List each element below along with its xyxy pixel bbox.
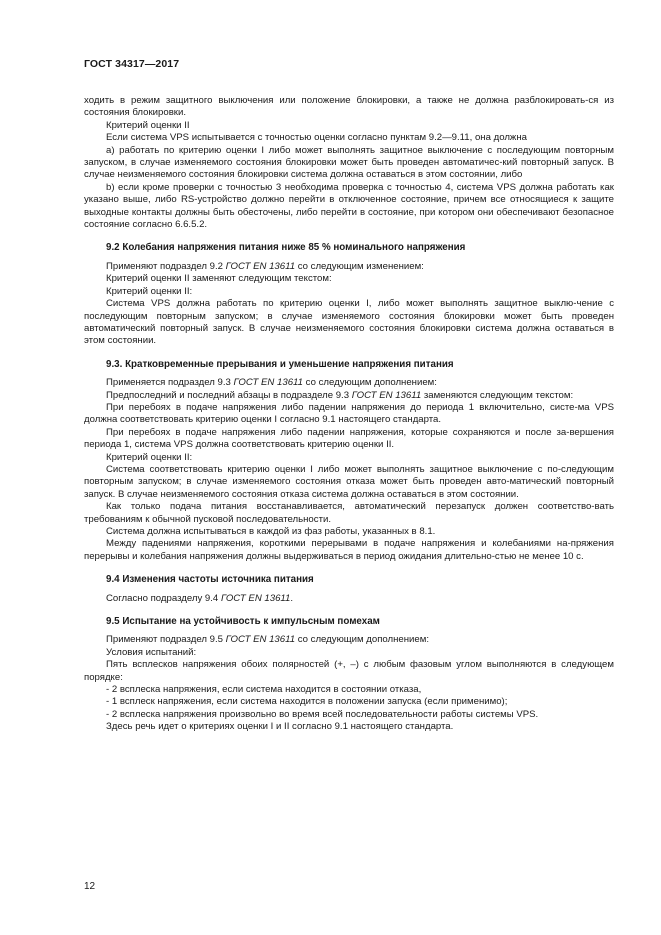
paragraph-text: заменяются следующим текстом: bbox=[421, 389, 574, 401]
standard-reference: ГОСТ EN 13611 bbox=[220, 592, 291, 604]
paragraph: Как только подача питания восстанавливается, автоматический перезапуск должен соответство-вать требованиям к обычной пусковой последовательности. bbox=[84, 501, 614, 525]
paragraph: Между падениями напряжения, короткими перерывами в подаче напряжения и колебаниями на-пряжения перерывы и колебания напряжения должны выдерживаться в период ожидания длительно-стью не менее 10 с. bbox=[84, 538, 614, 562]
paragraph: Система должна испытываться в каждой из фаз работы, указанных в 8.1. bbox=[106, 526, 436, 537]
section-heading: 9.2 Колебания напряжения питания ниже 85 % номинального напряжения bbox=[106, 242, 466, 254]
paragraph-text: . bbox=[290, 592, 294, 604]
paragraph: ходить в режим защитного выключения или положение блокировки, а также не должна разблокировать-ся из состояния блокировки. bbox=[84, 95, 614, 119]
paragraph: Здесь речь идет о критериях оценки I и II согласно 9.1 настоящего стандарта. bbox=[106, 721, 454, 733]
paragraph: Критерий оценки II: bbox=[106, 451, 193, 463]
paragraph: При перебоях в подаче напряжения либо падении напряжения, которые сохраняются и после за-вершения периода 1, система VPS должна соответствовать критерию оценки II. bbox=[84, 426, 614, 451]
paragraph: Критерий оценки II: bbox=[106, 285, 193, 297]
paragraph-text: со следующим дополнением: bbox=[295, 634, 430, 646]
standard-reference: ГОСТ EN 13611 bbox=[225, 634, 296, 646]
list-item: - 1 всплеск напряжения, если система находится в положении запуска (если применимо); bbox=[106, 696, 508, 708]
paragraph: Система соответствовать критерию оценки I либо может выполнять защитное выключение с по-следующим повторным запуском; в случае изменяемого состояния отказа может быть проведен авто-матический повторный запуск. В случае неизменяемого состояния отказа система должна оставаться в этом состоянии. bbox=[84, 463, 614, 500]
paragraph-text: Предпоследний и последний абзацы в подразделе 9.3 bbox=[106, 389, 352, 401]
section-heading: 9.4 Изменения частоты источника питания bbox=[106, 574, 314, 586]
list-item: - 2 всплеска напряжения, если система находится в состоянии отказа, bbox=[106, 684, 422, 696]
document-code: ГОСТ 34317—2017 bbox=[84, 58, 180, 70]
paragraph bbox=[84, 261, 614, 273]
paragraph: Критерий оценки II bbox=[106, 119, 190, 131]
paragraph: b) если кроме проверки с точностью 3 необходима проверка с точностью 4, система VPS должна работать как указано выше, либо RS-устройство должно перейти в отключенное состояние, причем все относящиеся к защите выходные контакты должны быть обесточены, либо перейти в состояние, при котором они обеспечивают безопасное состояние согласно 6.6.5.2. bbox=[84, 181, 614, 231]
document-body bbox=[84, 95, 614, 734]
paragraph: Пять всплесков напряжения обоих полярностей (+, –) с любым фазовым углом выполняются в следующем порядке: bbox=[84, 659, 614, 683]
paragraph: Условия испытаний: bbox=[106, 646, 197, 658]
standard-reference: ГОСТ EN 13611 bbox=[233, 377, 303, 389]
standard-reference: ГОСТ EN 13611 bbox=[351, 389, 422, 401]
paragraph bbox=[84, 377, 614, 389]
paragraph bbox=[84, 634, 614, 646]
paragraph-text: со следующим изменением: bbox=[295, 260, 424, 272]
paragraph: Критерий оценки II заменяют следующим текстом: bbox=[106, 273, 332, 285]
paragraph bbox=[84, 593, 614, 605]
paragraph-text: Согласно подразделу 9.4 bbox=[106, 592, 221, 604]
section-heading: 9.3. Кратковременные прерывания и уменьшение напряжения питания bbox=[106, 358, 454, 370]
standard-reference: ГОСТ EN 13611 bbox=[225, 260, 296, 272]
paragraph: a) работать по критерию оценки I либо может выполнять защитное выключение с последующим повторным запуском, в случае изменяемого состояния блокировки может быть проведен автоматичес-кий повторный запуск. В случае неизменяемого состояния блокировки система должна оставаться в этом состоянии, либо bbox=[84, 144, 614, 181]
paragraph: При перебоях в подаче напряжения либо падении напряжения до периода 1 включительно, систе-ма VPS должна соответствовать критерию оценки I согласно 9.1 настоящего стандарта. bbox=[84, 401, 614, 426]
paragraph: Если система VPS испытывается с точностью оценки согласно пунктам 9.2—9.11, она должна bbox=[106, 132, 527, 144]
document-page bbox=[84, 58, 614, 734]
paragraph-text: со следующим дополнением: bbox=[303, 377, 437, 389]
paragraph: Система VPS должна работать по критерию оценки I, либо может выполнять защитное выклю-чение с последующим повторным запуском; в случае изменяемого состояния блокировки может быть проведен автоматический повторный запуск. В случае неизменяемого состояния блокировки система должна оставаться в этом состоянии. bbox=[84, 298, 614, 347]
paragraph-text: Применяется подраздел 9.3 bbox=[106, 377, 234, 389]
paragraph-text: Применяют подраздел 9.5 bbox=[106, 634, 226, 646]
paragraph-text: Применяют подраздел 9.2 bbox=[106, 260, 226, 272]
paragraph bbox=[84, 390, 614, 402]
page-number: 12 bbox=[84, 881, 96, 892]
section-heading: 9.5 Испытание на устойчивость к импульсным помехам bbox=[106, 616, 380, 628]
list-item: - 2 всплеска напряжения произвольно во время всей последовательности работы системы VPS. bbox=[106, 708, 539, 720]
